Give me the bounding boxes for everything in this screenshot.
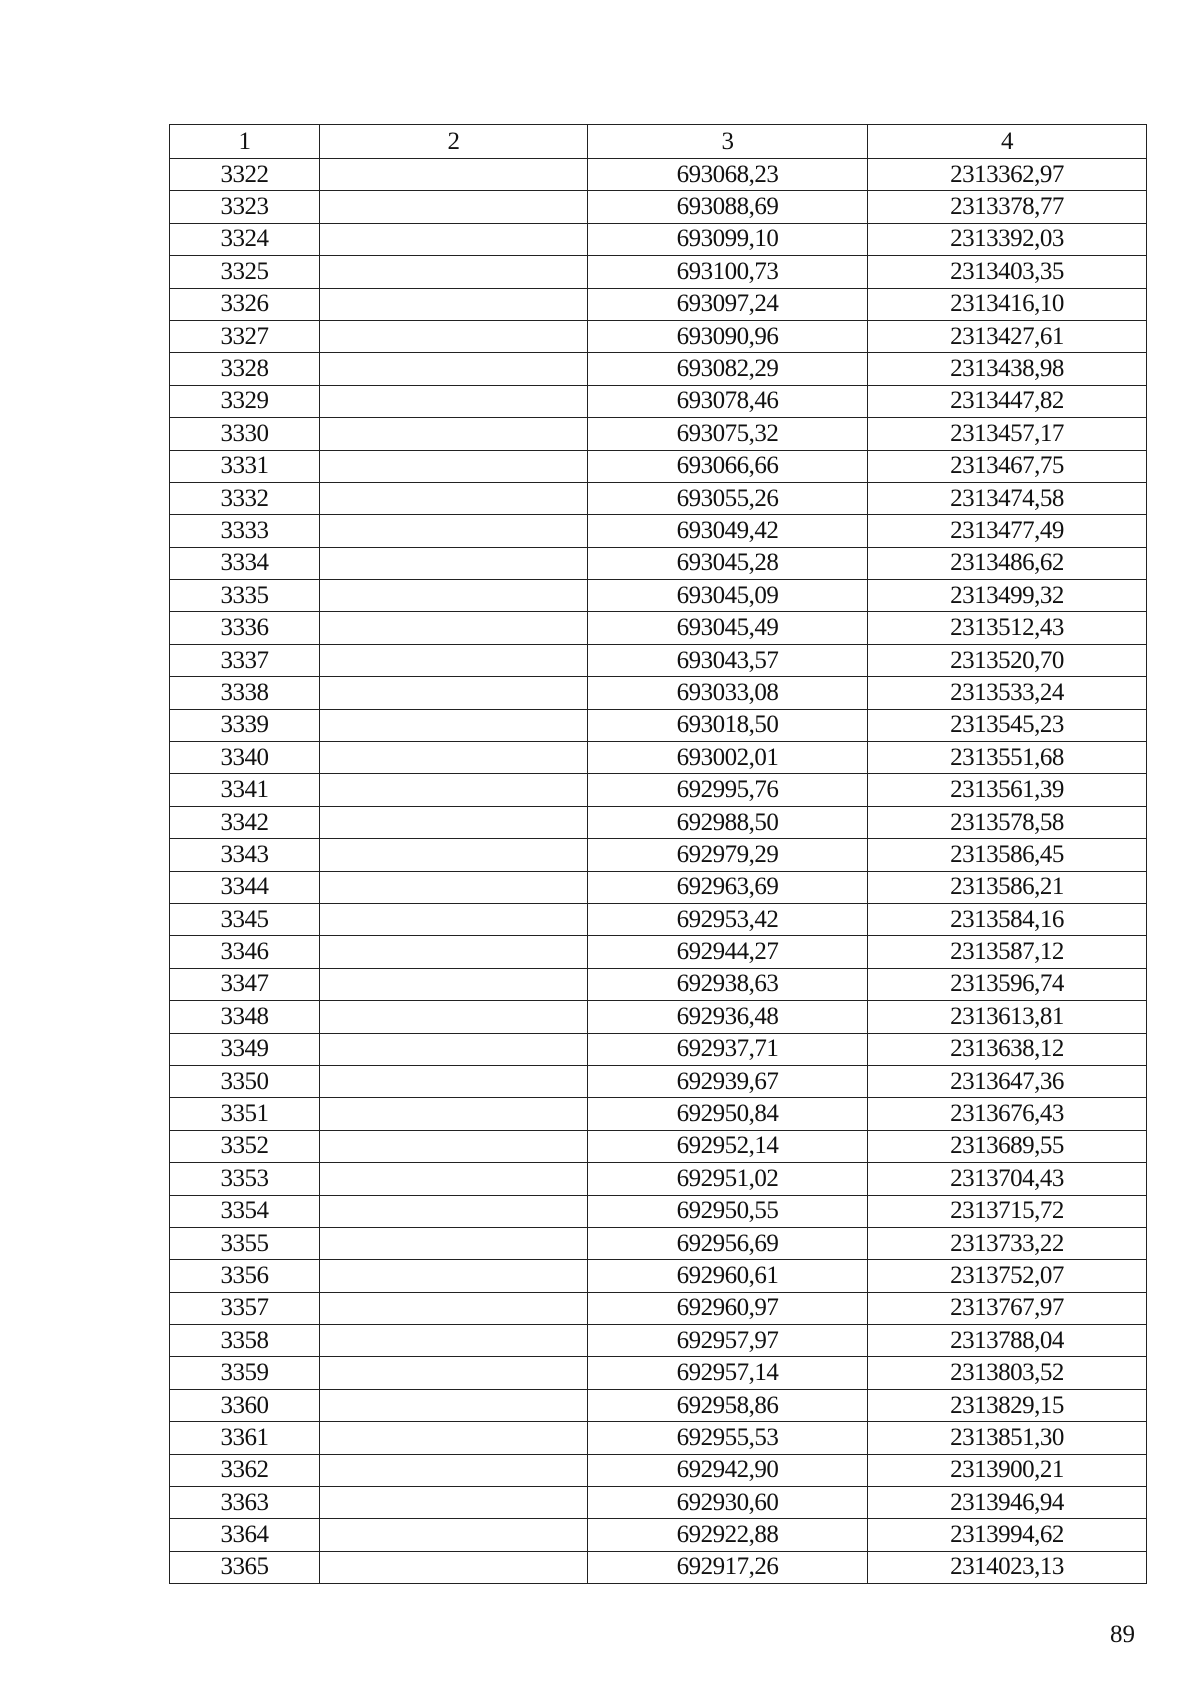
cell-y-coordinate: 2313474,58 xyxy=(868,482,1147,514)
cell-y-coordinate: 2313803,52 xyxy=(868,1357,1147,1389)
cell-x-coordinate: 692942,90 xyxy=(588,1454,868,1486)
cell-x-coordinate: 693097,24 xyxy=(588,288,868,320)
cell-column-2 xyxy=(320,1357,588,1389)
table-row xyxy=(170,1130,1147,1162)
cell-y-coordinate: 2313586,21 xyxy=(868,871,1147,903)
table-row xyxy=(170,774,1147,806)
cell-y-coordinate: 2313752,07 xyxy=(868,1260,1147,1292)
cell-column-2 xyxy=(320,353,588,385)
cell-y-coordinate: 2313499,32 xyxy=(868,580,1147,612)
cell-point-number: 3340 xyxy=(170,742,320,774)
cell-x-coordinate: 692956,69 xyxy=(588,1227,868,1259)
table-row xyxy=(170,288,1147,320)
cell-x-coordinate: 693068,23 xyxy=(588,159,868,191)
header-cell-y-coordinate: 4 xyxy=(868,125,1147,159)
cell-column-2 xyxy=(320,547,588,579)
cell-point-number: 3361 xyxy=(170,1422,320,1454)
table-row xyxy=(170,1001,1147,1033)
header-cell-x-coordinate: 3 xyxy=(588,125,868,159)
cell-column-2 xyxy=(320,1195,588,1227)
cell-column-2 xyxy=(320,482,588,514)
cell-column-2 xyxy=(320,1163,588,1195)
cell-column-2 xyxy=(320,677,588,709)
cell-point-number: 3333 xyxy=(170,515,320,547)
cell-x-coordinate: 692963,69 xyxy=(588,871,868,903)
cell-point-number: 3322 xyxy=(170,159,320,191)
cell-y-coordinate: 2313851,30 xyxy=(868,1422,1147,1454)
cell-x-coordinate: 692960,61 xyxy=(588,1260,868,1292)
table-row xyxy=(170,385,1147,417)
cell-column-2 xyxy=(320,1454,588,1486)
cell-point-number: 3330 xyxy=(170,418,320,450)
cell-point-number: 3363 xyxy=(170,1487,320,1519)
cell-column-2 xyxy=(320,1260,588,1292)
cell-column-2 xyxy=(320,320,588,352)
cell-column-2 xyxy=(320,1487,588,1519)
cell-column-2 xyxy=(320,515,588,547)
cell-y-coordinate: 2313486,62 xyxy=(868,547,1147,579)
cell-y-coordinate: 2313613,81 xyxy=(868,1001,1147,1033)
table-row xyxy=(170,1325,1147,1357)
cell-column-2 xyxy=(320,1001,588,1033)
cell-point-number: 3335 xyxy=(170,580,320,612)
cell-point-number: 3334 xyxy=(170,547,320,579)
cell-point-number: 3360 xyxy=(170,1389,320,1421)
cell-x-coordinate: 692922,88 xyxy=(588,1519,868,1551)
cell-x-coordinate: 693078,46 xyxy=(588,385,868,417)
table-row xyxy=(170,612,1147,644)
table-row xyxy=(170,839,1147,871)
cell-y-coordinate: 2313457,17 xyxy=(868,418,1147,450)
table-row xyxy=(170,742,1147,774)
cell-column-2 xyxy=(320,1389,588,1421)
cell-y-coordinate: 2313946,94 xyxy=(868,1487,1147,1519)
cell-x-coordinate: 692988,50 xyxy=(588,806,868,838)
cell-point-number: 3339 xyxy=(170,709,320,741)
cell-y-coordinate: 2313788,04 xyxy=(868,1325,1147,1357)
header-cell-column-2: 2 xyxy=(320,125,588,159)
cell-y-coordinate: 2313733,22 xyxy=(868,1227,1147,1259)
cell-point-number: 3353 xyxy=(170,1163,320,1195)
cell-x-coordinate: 692957,14 xyxy=(588,1357,868,1389)
cell-point-number: 3325 xyxy=(170,256,320,288)
cell-x-coordinate: 692930,60 xyxy=(588,1487,868,1519)
cell-y-coordinate: 2313689,55 xyxy=(868,1130,1147,1162)
cell-column-2 xyxy=(320,806,588,838)
table-row xyxy=(170,1551,1147,1583)
table-row xyxy=(170,1033,1147,1065)
cell-y-coordinate: 2313638,12 xyxy=(868,1033,1147,1065)
cell-y-coordinate: 2313584,16 xyxy=(868,903,1147,935)
cell-point-number: 3352 xyxy=(170,1130,320,1162)
table-row xyxy=(170,256,1147,288)
cell-column-2 xyxy=(320,1130,588,1162)
cell-y-coordinate: 2313533,24 xyxy=(868,677,1147,709)
table-row xyxy=(170,677,1147,709)
cell-y-coordinate: 2313586,45 xyxy=(868,839,1147,871)
cell-column-2 xyxy=(320,1325,588,1357)
cell-point-number: 3336 xyxy=(170,612,320,644)
cell-column-2 xyxy=(320,256,588,288)
coordinates-table xyxy=(169,124,1147,1584)
cell-point-number: 3327 xyxy=(170,320,320,352)
cell-point-number: 3357 xyxy=(170,1292,320,1324)
page-number: 89 xyxy=(1110,1621,1135,1648)
cell-point-number: 3355 xyxy=(170,1227,320,1259)
table-row xyxy=(170,1195,1147,1227)
cell-x-coordinate: 693088,69 xyxy=(588,191,868,223)
cell-point-number: 3344 xyxy=(170,871,320,903)
cell-y-coordinate: 2313676,43 xyxy=(868,1098,1147,1130)
cell-column-2 xyxy=(320,1227,588,1259)
table-row xyxy=(170,1357,1147,1389)
cell-column-2 xyxy=(320,385,588,417)
cell-x-coordinate: 692957,97 xyxy=(588,1325,868,1357)
cell-y-coordinate: 2313715,72 xyxy=(868,1195,1147,1227)
table-row xyxy=(170,1389,1147,1421)
cell-point-number: 3358 xyxy=(170,1325,320,1357)
cell-y-coordinate: 2313551,68 xyxy=(868,742,1147,774)
cell-x-coordinate: 692950,55 xyxy=(588,1195,868,1227)
cell-y-coordinate: 2313578,58 xyxy=(868,806,1147,838)
cell-y-coordinate: 2313477,49 xyxy=(868,515,1147,547)
cell-point-number: 3343 xyxy=(170,839,320,871)
cell-column-2 xyxy=(320,1098,588,1130)
table-row xyxy=(170,903,1147,935)
header-cell-point-number: 1 xyxy=(170,125,320,159)
table-row xyxy=(170,159,1147,191)
cell-y-coordinate: 2313587,12 xyxy=(868,936,1147,968)
cell-point-number: 3338 xyxy=(170,677,320,709)
table-row xyxy=(170,1163,1147,1195)
cell-x-coordinate: 692958,86 xyxy=(588,1389,868,1421)
cell-x-coordinate: 692952,14 xyxy=(588,1130,868,1162)
cell-column-2 xyxy=(320,1422,588,1454)
cell-column-2 xyxy=(320,191,588,223)
table-row xyxy=(170,1454,1147,1486)
table-row xyxy=(170,223,1147,255)
cell-column-2 xyxy=(320,288,588,320)
cell-x-coordinate: 692995,76 xyxy=(588,774,868,806)
cell-y-coordinate: 2313403,35 xyxy=(868,256,1147,288)
cell-x-coordinate: 692944,27 xyxy=(588,936,868,968)
cell-y-coordinate: 2313520,70 xyxy=(868,644,1147,676)
cell-y-coordinate: 2313416,10 xyxy=(868,288,1147,320)
table-row xyxy=(170,1519,1147,1551)
table-row xyxy=(170,1260,1147,1292)
table-body xyxy=(170,159,1147,1584)
cell-point-number: 3359 xyxy=(170,1357,320,1389)
cell-column-2 xyxy=(320,1292,588,1324)
cell-point-number: 3323 xyxy=(170,191,320,223)
table-row xyxy=(170,968,1147,1000)
cell-y-coordinate: 2313447,82 xyxy=(868,385,1147,417)
cell-column-2 xyxy=(320,580,588,612)
cell-x-coordinate: 692939,67 xyxy=(588,1065,868,1097)
cell-point-number: 3342 xyxy=(170,806,320,838)
cell-point-number: 3337 xyxy=(170,644,320,676)
cell-x-coordinate: 693049,42 xyxy=(588,515,868,547)
cell-x-coordinate: 692938,63 xyxy=(588,968,868,1000)
cell-x-coordinate: 693055,26 xyxy=(588,482,868,514)
cell-column-2 xyxy=(320,968,588,1000)
cell-x-coordinate: 692955,53 xyxy=(588,1422,868,1454)
cell-column-2 xyxy=(320,709,588,741)
cell-column-2 xyxy=(320,871,588,903)
cell-y-coordinate: 2313378,77 xyxy=(868,191,1147,223)
cell-point-number: 3331 xyxy=(170,450,320,482)
cell-point-number: 3350 xyxy=(170,1065,320,1097)
cell-x-coordinate: 692979,29 xyxy=(588,839,868,871)
cell-column-2 xyxy=(320,1033,588,1065)
cell-point-number: 3362 xyxy=(170,1454,320,1486)
table-row xyxy=(170,1487,1147,1519)
table-row xyxy=(170,1065,1147,1097)
table-row xyxy=(170,709,1147,741)
cell-point-number: 3326 xyxy=(170,288,320,320)
cell-column-2 xyxy=(320,644,588,676)
cell-x-coordinate: 693033,08 xyxy=(588,677,868,709)
cell-y-coordinate: 2313767,97 xyxy=(868,1292,1147,1324)
cell-x-coordinate: 693045,49 xyxy=(588,612,868,644)
cell-column-2 xyxy=(320,450,588,482)
table-row xyxy=(170,191,1147,223)
table-row xyxy=(170,644,1147,676)
cell-y-coordinate: 2313427,61 xyxy=(868,320,1147,352)
cell-column-2 xyxy=(320,774,588,806)
cell-y-coordinate: 2313362,97 xyxy=(868,159,1147,191)
cell-point-number: 3332 xyxy=(170,482,320,514)
cell-x-coordinate: 693002,01 xyxy=(588,742,868,774)
cell-x-coordinate: 692950,84 xyxy=(588,1098,868,1130)
cell-y-coordinate: 2314023,13 xyxy=(868,1551,1147,1583)
cell-y-coordinate: 2313545,23 xyxy=(868,709,1147,741)
cell-point-number: 3348 xyxy=(170,1001,320,1033)
cell-point-number: 3356 xyxy=(170,1260,320,1292)
cell-column-2 xyxy=(320,612,588,644)
cell-x-coordinate: 693018,50 xyxy=(588,709,868,741)
cell-point-number: 3324 xyxy=(170,223,320,255)
cell-column-2 xyxy=(320,1065,588,1097)
table-row xyxy=(170,353,1147,385)
table-row xyxy=(170,1098,1147,1130)
table-row xyxy=(170,871,1147,903)
cell-x-coordinate: 693045,28 xyxy=(588,547,868,579)
table-header xyxy=(170,125,1147,159)
cell-point-number: 3354 xyxy=(170,1195,320,1227)
cell-x-coordinate: 692960,97 xyxy=(588,1292,868,1324)
table-row xyxy=(170,320,1147,352)
cell-x-coordinate: 693066,66 xyxy=(588,450,868,482)
cell-y-coordinate: 2313596,74 xyxy=(868,968,1147,1000)
table-row xyxy=(170,418,1147,450)
table-row xyxy=(170,1292,1147,1324)
cell-x-coordinate: 692951,02 xyxy=(588,1163,868,1195)
cell-point-number: 3346 xyxy=(170,936,320,968)
table-row xyxy=(170,547,1147,579)
cell-y-coordinate: 2313561,39 xyxy=(868,774,1147,806)
cell-point-number: 3345 xyxy=(170,903,320,935)
cell-x-coordinate: 693045,09 xyxy=(588,580,868,612)
cell-column-2 xyxy=(320,418,588,450)
cell-x-coordinate: 693075,32 xyxy=(588,418,868,450)
cell-y-coordinate: 2313438,98 xyxy=(868,353,1147,385)
cell-x-coordinate: 692936,48 xyxy=(588,1001,868,1033)
cell-point-number: 3328 xyxy=(170,353,320,385)
cell-x-coordinate: 693090,96 xyxy=(588,320,868,352)
cell-column-2 xyxy=(320,1519,588,1551)
table-row xyxy=(170,806,1147,838)
cell-y-coordinate: 2313994,62 xyxy=(868,1519,1147,1551)
cell-point-number: 3347 xyxy=(170,968,320,1000)
cell-x-coordinate: 693100,73 xyxy=(588,256,868,288)
cell-column-2 xyxy=(320,1551,588,1583)
cell-point-number: 3365 xyxy=(170,1551,320,1583)
table-row xyxy=(170,450,1147,482)
cell-x-coordinate: 693043,57 xyxy=(588,644,868,676)
cell-y-coordinate: 2313512,43 xyxy=(868,612,1147,644)
table-row xyxy=(170,1422,1147,1454)
cell-column-2 xyxy=(320,159,588,191)
table-row xyxy=(170,580,1147,612)
cell-x-coordinate: 692917,26 xyxy=(588,1551,868,1583)
header-row xyxy=(170,125,1147,159)
cell-x-coordinate: 693082,29 xyxy=(588,353,868,385)
cell-point-number: 3329 xyxy=(170,385,320,417)
cell-y-coordinate: 2313900,21 xyxy=(868,1454,1147,1486)
cell-point-number: 3349 xyxy=(170,1033,320,1065)
table-row xyxy=(170,936,1147,968)
cell-column-2 xyxy=(320,903,588,935)
cell-point-number: 3364 xyxy=(170,1519,320,1551)
cell-x-coordinate: 692937,71 xyxy=(588,1033,868,1065)
cell-y-coordinate: 2313647,36 xyxy=(868,1065,1147,1097)
cell-column-2 xyxy=(320,742,588,774)
table-row xyxy=(170,515,1147,547)
cell-y-coordinate: 2313467,75 xyxy=(868,450,1147,482)
cell-y-coordinate: 2313392,03 xyxy=(868,223,1147,255)
cell-point-number: 3351 xyxy=(170,1098,320,1130)
cell-y-coordinate: 2313829,15 xyxy=(868,1389,1147,1421)
table-row xyxy=(170,1227,1147,1259)
cell-column-2 xyxy=(320,839,588,871)
cell-column-2 xyxy=(320,223,588,255)
cell-point-number: 3341 xyxy=(170,774,320,806)
cell-x-coordinate: 693099,10 xyxy=(588,223,868,255)
cell-x-coordinate: 692953,42 xyxy=(588,903,868,935)
cell-y-coordinate: 2313704,43 xyxy=(868,1163,1147,1195)
table-row xyxy=(170,482,1147,514)
cell-column-2 xyxy=(320,936,588,968)
